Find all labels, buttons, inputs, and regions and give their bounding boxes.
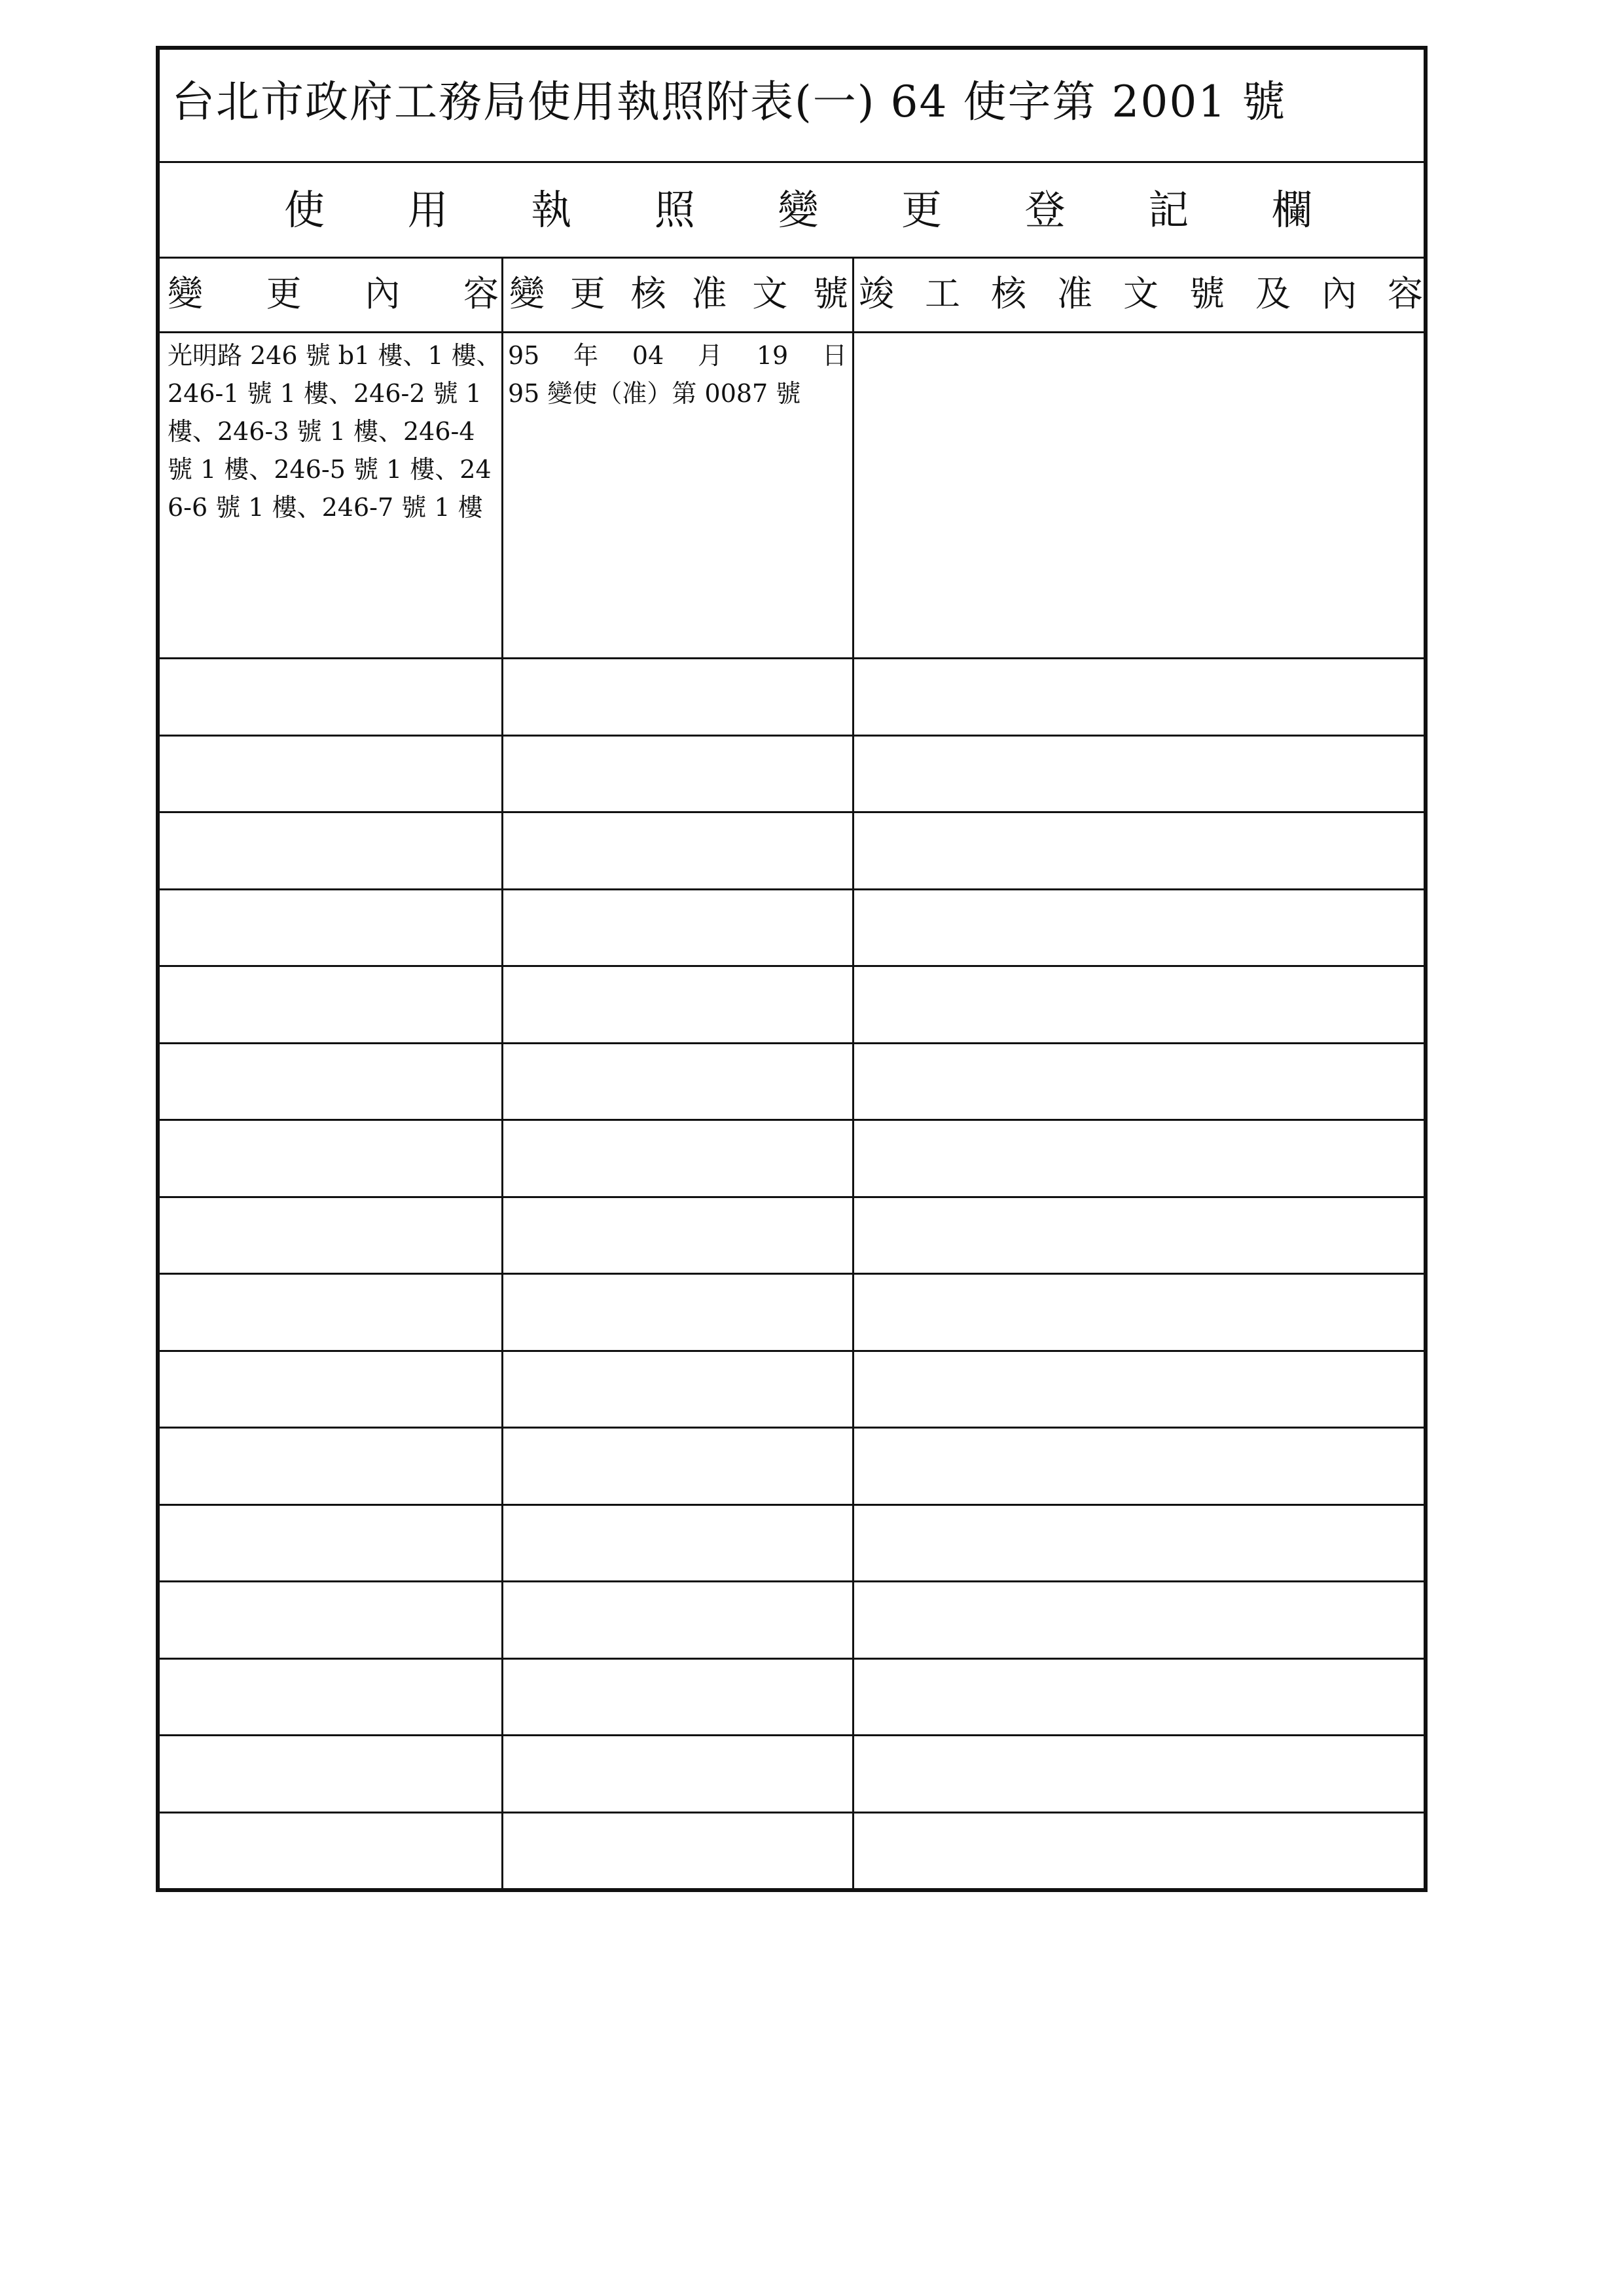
heading-char: 記: [1148, 186, 1189, 234]
heading-char: 欄: [1271, 186, 1312, 234]
row-divider: [160, 1658, 1424, 1660]
header-char: 准: [1057, 273, 1092, 314]
heading-char: 變: [778, 186, 819, 234]
header-char: 內: [1321, 273, 1357, 314]
header-char: 更: [569, 273, 605, 314]
license-change-form: [156, 46, 1428, 1892]
row-divider: [160, 811, 1424, 813]
header-char: 容: [463, 273, 499, 314]
header-char: 號: [812, 273, 848, 314]
header-char: 竣: [859, 273, 894, 314]
heading-char: 執: [531, 186, 572, 234]
header-divider: [160, 331, 1424, 333]
row-divider: [160, 657, 1424, 659]
column-header-completion: [859, 258, 1423, 330]
row-divider: [160, 1504, 1424, 1506]
date-part: 95: [508, 341, 540, 370]
header-char: 號: [1189, 273, 1225, 314]
date-part: 19: [756, 341, 789, 370]
date-part: 年: [573, 341, 599, 370]
column-divider: [501, 257, 503, 1888]
row-divider: [160, 1273, 1424, 1275]
row-divider: [160, 1580, 1424, 1582]
row-divider: [160, 1119, 1424, 1121]
header-char: 變: [509, 273, 545, 314]
header-char: 及: [1255, 273, 1291, 314]
header-char: 准: [691, 273, 727, 314]
header-char: 內: [365, 273, 401, 314]
row-divider: [160, 1812, 1424, 1813]
column-header-change-content: [168, 258, 503, 330]
section-heading: [160, 164, 1424, 257]
form-title: 台北市政府工務局使用執照附表(一) 64 使字第 2001 號: [171, 77, 1287, 127]
date-part: 月: [698, 341, 723, 370]
title-divider: [160, 161, 1424, 163]
approval-number: 95 變使（准）第 0087 號: [508, 379, 801, 408]
change-content-cell: 光明路 246 號 b1 樓、1 樓、246-1 號 1 樓、246-2 號 1 樓、246-3 號 1 樓、246-4 號 1 樓、246-5 號 1 樓、246-6 號 1 樓、246-7 號 1 樓: [168, 341, 501, 522]
heading-char: 用: [407, 186, 448, 234]
header-char: 變: [168, 273, 203, 314]
header-char: 核: [991, 273, 1026, 314]
heading-char: 使: [284, 186, 325, 234]
date-part: 日: [821, 341, 847, 370]
column-header-approval-number: [509, 258, 848, 330]
header-char: 文: [1123, 273, 1159, 314]
header-char: 容: [1388, 273, 1423, 314]
row-divider: [160, 1196, 1424, 1198]
row-divider: [160, 1427, 1424, 1429]
heading-char: 更: [901, 186, 943, 234]
row-divider: [160, 888, 1424, 890]
header-char: 更: [266, 273, 302, 314]
header-char: 核: [630, 273, 666, 314]
header-char: 工: [925, 273, 960, 314]
heading-char: 照: [654, 186, 695, 234]
header-char: 文: [752, 273, 788, 314]
heading-char: 登: [1024, 186, 1066, 234]
row-divider: [160, 1350, 1424, 1352]
row-divider: [160, 1734, 1424, 1736]
row-divider: [160, 735, 1424, 737]
approval-date: [508, 337, 847, 374]
date-part: 04: [632, 341, 664, 370]
row-divider: [160, 965, 1424, 967]
row-divider: [160, 1042, 1424, 1044]
column-divider: [852, 257, 854, 1888]
